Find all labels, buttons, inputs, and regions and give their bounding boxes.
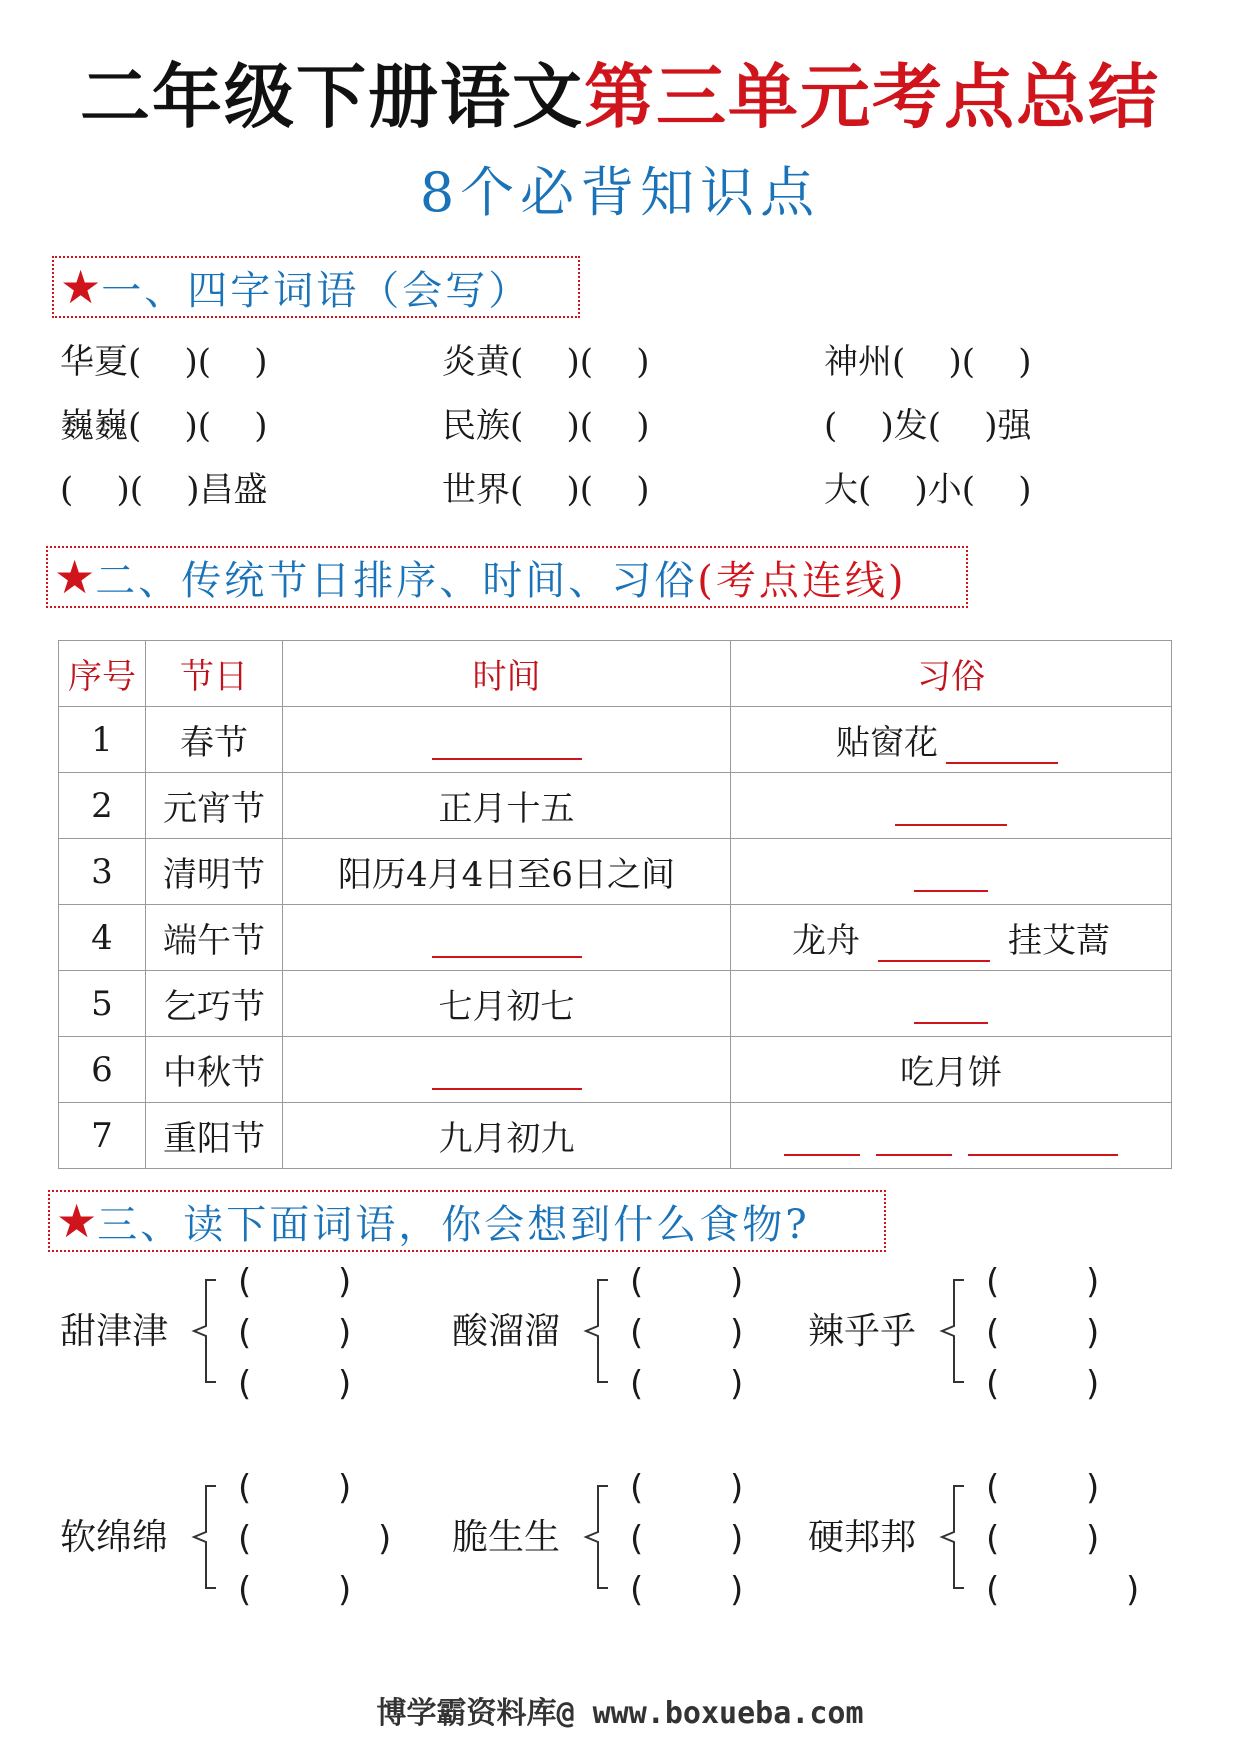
star-icon: ★ [56, 1194, 98, 1248]
row-num: 2 [59, 773, 146, 839]
row-num: 1 [59, 707, 146, 773]
table-row [59, 707, 1172, 773]
close-paren: ) [1086, 1519, 1100, 1559]
table-row [59, 1037, 1172, 1103]
answer-blank[interactable] [784, 1122, 860, 1156]
answer-blank[interactable] [432, 726, 582, 760]
open-paren: ( [238, 1262, 252, 1302]
page-title [0, 52, 1240, 142]
food-word: 甜津津 [60, 1311, 169, 1352]
idiom-item: 民族( )( ) [442, 406, 650, 446]
open-paren: ( [238, 1570, 252, 1610]
title-red: 第三单元考点总结 [584, 56, 1160, 138]
open-paren: ( [986, 1468, 1000, 1508]
row-custom [731, 839, 1172, 905]
row-time: 七月初七 [283, 971, 731, 1037]
table-row [59, 1103, 1172, 1169]
table-row [59, 905, 1172, 971]
open-paren: ( [630, 1468, 644, 1508]
close-paren: ) [730, 1262, 744, 1302]
row-num: 3 [59, 839, 146, 905]
row-custom: 龙舟 挂艾蒿 [731, 905, 1172, 971]
open-paren: ( [630, 1570, 644, 1610]
row-festival: 乞巧节 [146, 971, 283, 1037]
close-paren: ) [730, 1519, 744, 1559]
idiom-item: ( )( )昌盛 [60, 470, 268, 510]
row-custom [731, 1103, 1172, 1169]
idiom-item: 神州( )( ) [824, 342, 1032, 382]
close-paren: ) [730, 1364, 744, 1404]
star-icon: ★ [54, 550, 96, 604]
row-time: 阳历4月4日至6日之间 [283, 839, 731, 905]
section2-title: 二、传统节日排序、时间、习俗(考点连线) [95, 557, 907, 604]
open-paren: ( [986, 1313, 1000, 1353]
row-num: 6 [59, 1037, 146, 1103]
open-paren: ( [630, 1519, 644, 1559]
section3-heading [48, 1190, 886, 1252]
close-paren: ) [730, 1468, 744, 1508]
header-num: 序号 [59, 641, 146, 707]
open-paren: ( [986, 1570, 1000, 1610]
close-paren: ) [378, 1519, 392, 1559]
row-custom: 贴窗花 [731, 707, 1172, 773]
answer-blank[interactable] [914, 990, 988, 1024]
answer-blank[interactable] [968, 1122, 1118, 1156]
row-custom [731, 773, 1172, 839]
row-num: 4 [59, 905, 146, 971]
row-festival: 元宵节 [146, 773, 283, 839]
open-paren: ( [986, 1364, 1000, 1404]
row-time [283, 707, 731, 773]
food-word: 脆生生 [452, 1517, 561, 1558]
close-paren: ) [338, 1570, 352, 1610]
brace-icon [934, 1482, 970, 1592]
footer-watermark: 博学霸资料库@ www.boxueba.com [376, 1696, 864, 1731]
idiom-item: 世界( )( ) [442, 470, 650, 510]
food-word: 酸溜溜 [452, 1311, 561, 1352]
food-word: 硬邦邦 [808, 1517, 917, 1558]
close-paren: ) [1086, 1262, 1100, 1302]
row-time: 九月初九 [283, 1103, 731, 1169]
open-paren: ( [986, 1262, 1000, 1302]
answer-blank[interactable] [895, 792, 1007, 826]
answer-blank[interactable] [878, 928, 990, 962]
table-row [59, 773, 1172, 839]
answer-blank[interactable] [946, 730, 1058, 764]
row-festival: 清明节 [146, 839, 283, 905]
row-custom: 吃月饼 [731, 1037, 1172, 1103]
title-black: 二年级下册语文 [80, 56, 584, 138]
row-time: 正月十五 [283, 773, 731, 839]
food-word: 软绵绵 [60, 1517, 169, 1558]
row-custom [731, 971, 1172, 1037]
brace-icon [186, 1482, 222, 1592]
row-festival: 端午节 [146, 905, 283, 971]
idiom-item: 大( )小( ) [824, 470, 1032, 510]
idiom-item: 华夏( )( ) [60, 342, 268, 382]
header-festival: 节日 [146, 641, 283, 707]
section2-heading [46, 546, 968, 608]
answer-blank[interactable] [432, 1056, 582, 1090]
brace-icon [578, 1276, 614, 1386]
idiom-item: 炎黄( )( ) [442, 342, 650, 382]
section1-heading [52, 256, 580, 318]
table-row [59, 839, 1172, 905]
close-paren: ) [338, 1468, 352, 1508]
answer-blank[interactable] [432, 924, 582, 958]
section3-title: 三、读下面词语，你会想到什么食物? [97, 1201, 810, 1248]
row-time [283, 905, 731, 971]
brace-icon [934, 1276, 970, 1386]
open-paren: ( [630, 1313, 644, 1353]
idiom-item: 巍巍( )( ) [60, 406, 268, 446]
header-custom: 习俗 [731, 641, 1172, 707]
close-paren: ) [338, 1313, 352, 1353]
open-paren: ( [238, 1364, 252, 1404]
row-festival: 中秋节 [146, 1037, 283, 1103]
close-paren: ) [730, 1313, 744, 1353]
star-icon: ★ [60, 260, 102, 314]
table-header-row [59, 641, 1172, 707]
page-subtitle: 8个必背知识点 [419, 161, 821, 224]
header-time: 时间 [283, 641, 731, 707]
row-festival: 春节 [146, 707, 283, 773]
food-word: 辣乎乎 [808, 1311, 917, 1352]
row-time [283, 1037, 731, 1103]
close-paren: ) [1086, 1468, 1100, 1508]
brace-icon [578, 1482, 614, 1592]
brace-icon [186, 1276, 222, 1386]
idiom-item: ( )发( )强 [824, 406, 1032, 446]
open-paren: ( [238, 1313, 252, 1353]
close-paren: ) [338, 1262, 352, 1302]
section1-title: 一、四字词语（会写） [101, 267, 532, 314]
close-paren: ) [338, 1364, 352, 1404]
open-paren: ( [630, 1262, 644, 1302]
close-paren: ) [1086, 1364, 1100, 1404]
answer-blank[interactable] [876, 1122, 952, 1156]
close-paren: ) [1086, 1313, 1100, 1353]
row-num: 7 [59, 1103, 146, 1169]
festival-table [58, 640, 1172, 1169]
table-row [59, 971, 1172, 1037]
close-paren: ) [730, 1570, 744, 1610]
open-paren: ( [630, 1364, 644, 1404]
close-paren: ) [1126, 1570, 1140, 1610]
open-paren: ( [238, 1468, 252, 1508]
open-paren: ( [238, 1519, 252, 1559]
row-num: 5 [59, 971, 146, 1037]
answer-blank[interactable] [914, 858, 988, 892]
row-festival: 重阳节 [146, 1103, 283, 1169]
open-paren: ( [986, 1519, 1000, 1559]
